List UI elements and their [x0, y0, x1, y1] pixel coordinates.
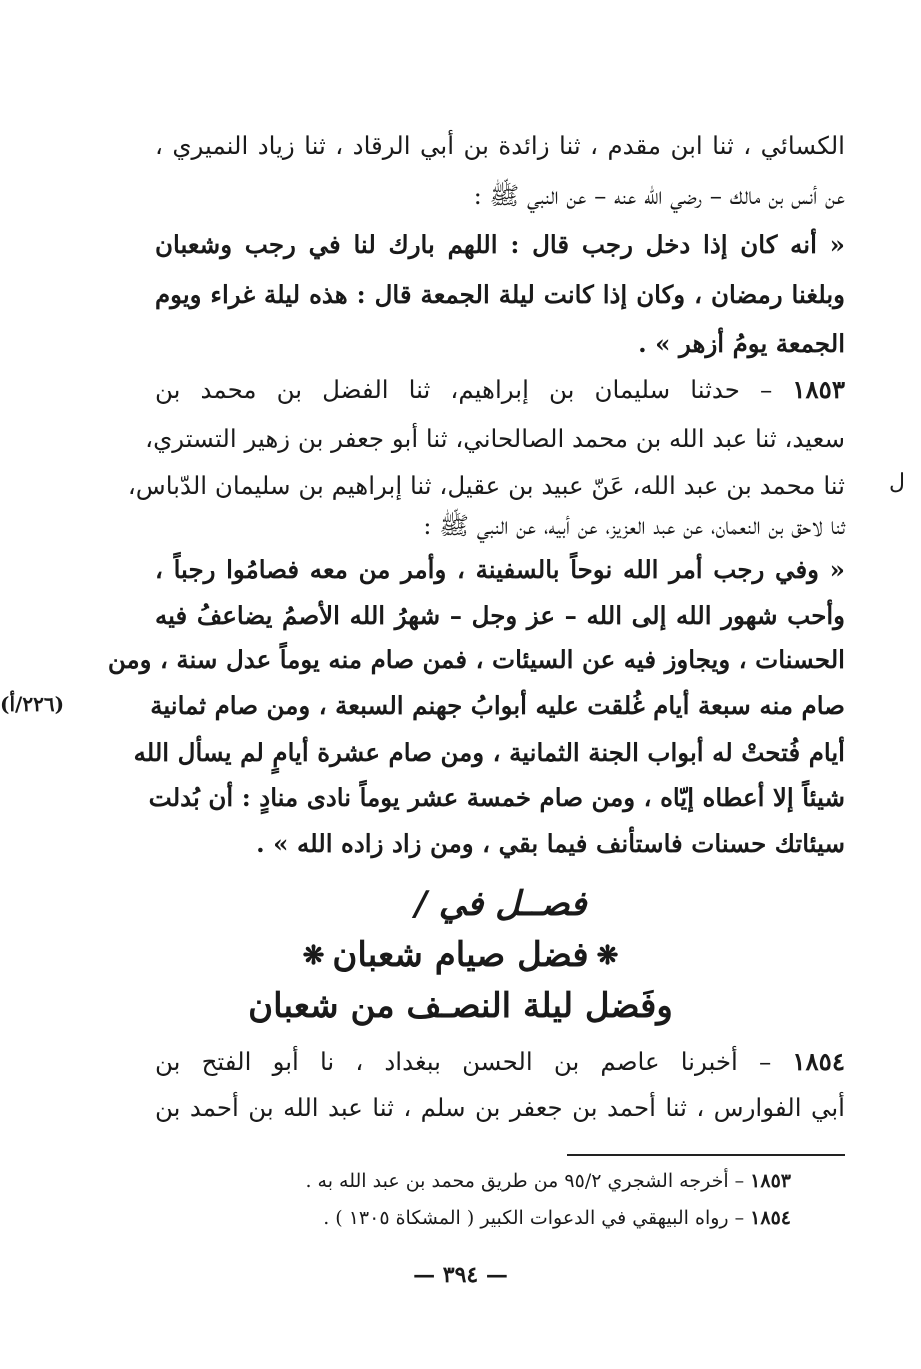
hadith-1853-first-line [155, 370, 845, 410]
footnote-text: – أخرجه الشجري ٩٥/٢ من طريق محمد بن عبد الله به . [305, 1170, 751, 1192]
isnad-text: – أخبرنا عاصم بن الحسن ببغداد ، نا أبو الفتح بن [155, 1047, 772, 1076]
hadith-text-line: صام منه سبعة أيام غُلقت عليه أبوابُ جهنم السبعة ، ومن صام ثمانية [150, 691, 845, 720]
hadith-text-line: سيئاتك حسنات فاستأنف فيما بقي ، ومن زاد زاده الله » . [256, 829, 845, 858]
text-line: ثنا لاحق بن النعمان، عن عبد العزيز، عن أبيه، عن النبي ﷺ : [423, 511, 845, 540]
text-line: ثنا محمد بن عبد الله، عَنّ عبيد بن عقيل، ثنا إبراهيم بن سليمان الدّباس، [127, 471, 845, 500]
section-label: فصــل في / [414, 884, 587, 924]
hadith-text-line: « أنه كان إذا دخل رجب قال : اللهم بارك لنا في رجب وشعبان [155, 230, 845, 259]
hadith-text-line: الحسنات ، ويجاوز فيه عن السيئات ، فمن صام منه يوماً عدل سنة ، ومن [107, 645, 845, 674]
margin-folio-note: ل [889, 470, 905, 495]
text-line-2: عن أنس بن مالك – رضي الله عنه – عن النبي ﷺ : [473, 181, 845, 210]
footnote-number: ١٨٥٤ [750, 1207, 791, 1229]
text-line: أبي الفوارس ، ثنا أحمد بن جعفر بن سلم ، ثنا عبد الله بن أحمد بن [155, 1093, 845, 1122]
text-line-1: الكسائي ، ثنا ابن مقدم ، ثنا زائدة بن أبي الرقاد ، ثنا زياد النميري ، [155, 131, 845, 160]
hadith-number-1853: ١٨٥٣ [792, 375, 845, 404]
footnote-text: – رواه البيهقي في الدعوات الكبير ( المشكاة ١٣٠٥ ) . [323, 1207, 751, 1229]
section-subtitle: وفَضل ليلة النصـف من شعبان [248, 986, 673, 1026]
footnote-number: ١٨٥٣ [750, 1170, 791, 1192]
hadith-text-line: وبلغنا رمضان ، وكان إذا كانت ليلة الجمعة قال : هذه ليلة غراء ويوم [155, 280, 845, 309]
section-title [0, 935, 921, 975]
hadith-text-line: الجمعة يومُ أزهر » . [638, 329, 845, 358]
footnote-1853 [305, 1170, 791, 1192]
page-number: — ٣٩٤ — [413, 1262, 508, 1288]
isnad-text: – حدثنا سليمان بن إبراهيم، ثنا الفضل بن محمد بن [155, 375, 773, 404]
hadith-text-line: « وفي رجب أمر الله نوحاً بالسفينة ، وأمر من معه فصامُوا رجباً ، [155, 555, 845, 584]
star-ornament-icon: ❋ [302, 941, 325, 971]
hadith-1854-first-line [155, 1042, 845, 1082]
star-ornament-icon: ❋ [596, 941, 619, 971]
hadith-text-line: أيام فُتحتْ له أبواب الجنة الثمانية ، ومن صام عشرة أيامٍ لم يسأل الله [133, 738, 845, 767]
hadith-text-line: وأحب شهور الله إلى الله – عز وجل – شهرُ الله الأصمُ يضاعفُ فيه [155, 601, 845, 630]
footnote-divider [567, 1154, 845, 1156]
footnote-1854 [323, 1207, 791, 1229]
text-line: سعيد، ثنا عبد الله بن محمد الصالحاني، ثنا أبو جعفر بن زهير التستري، [145, 424, 845, 453]
margin-folio-ref: (٢٢٦/أ) [0, 692, 65, 716]
hadith-text-line: شيئاً إلا أعطاه إيّاه ، ومن صام خمسة عشر يوماً نادى منادٍ : أن بُدلت [148, 783, 845, 812]
hadith-number-1854: ١٨٥٤ [792, 1047, 845, 1076]
section-title-text: فضل صيام شعبان [332, 935, 589, 975]
